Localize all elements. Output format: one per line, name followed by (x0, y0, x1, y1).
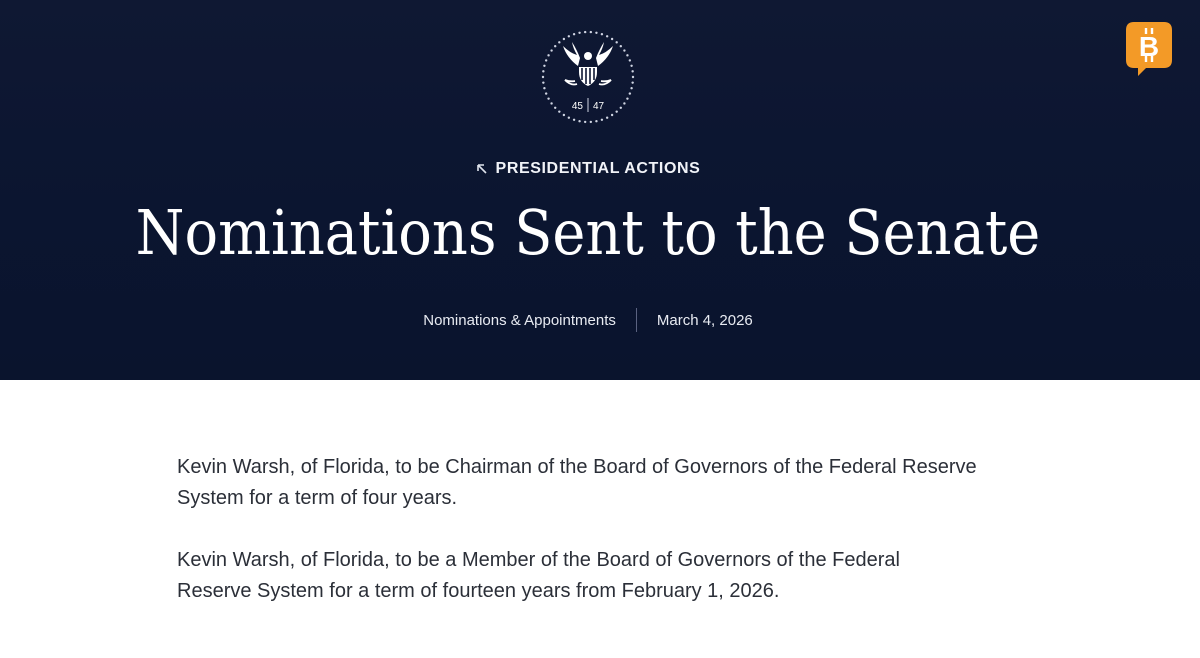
seal-star (542, 70, 544, 72)
seal-star (550, 102, 552, 104)
seal-star (611, 38, 613, 40)
seal-star (631, 70, 633, 72)
article-body (177, 452, 977, 638)
seal-star (601, 33, 603, 35)
seal-star (545, 59, 547, 61)
seal-number-left: 45 (571, 101, 583, 112)
arrow-up-left-icon (476, 163, 488, 175)
seal-star (615, 110, 617, 112)
seal-star (584, 121, 586, 123)
seal-star (630, 65, 632, 67)
seal-star (545, 92, 547, 94)
seal-star (558, 110, 560, 112)
seal-star (590, 121, 592, 123)
article-meta (0, 308, 1176, 332)
seal-star (543, 87, 545, 89)
meta-category-link[interactable]: Nominations & Appointments (423, 311, 616, 329)
paragraph: Kevin Warsh, of Florida, to be Chairman of the Board of Governors of the Federal Reserve System for a term of four years. (177, 456, 977, 509)
seal-star (631, 81, 633, 83)
seal-star (584, 31, 586, 33)
presidential-seal-icon[interactable] (539, 28, 637, 126)
seal-star (632, 76, 634, 78)
seal-star (615, 41, 617, 43)
seal-star (573, 33, 575, 35)
seal-star (590, 31, 592, 33)
seal-star (563, 38, 565, 40)
paragraph: Kevin Warsh, of Florida, to be a Member of the Board of Governors of the Federal Reserve System for a term of fourteen years from February 1, 2026. (177, 549, 900, 602)
seal-star (550, 49, 552, 51)
seal-star (568, 117, 570, 119)
seal-star (611, 114, 613, 116)
seal-star (626, 97, 628, 99)
seal-star (554, 107, 556, 109)
seal-star (606, 35, 608, 37)
seal-star (543, 65, 545, 67)
page-title: Nominations Sent to the Senate (135, 196, 1041, 269)
category-label: PRESIDENTIAL ACTIONS (495, 160, 701, 177)
seal-star (554, 45, 556, 47)
seal-star (542, 76, 544, 78)
bitcoin-badge-icon[interactable] (1124, 20, 1174, 78)
category-link[interactable] (0, 160, 1176, 178)
seal-star (629, 92, 631, 94)
seal-star (623, 102, 625, 104)
seal-star (630, 87, 632, 89)
publish-date: March 4, 2026 (656, 311, 753, 329)
seal-star (558, 41, 560, 43)
seal-star (606, 117, 608, 119)
seal-number-right: 47 (593, 101, 605, 112)
seal-star (573, 119, 575, 121)
seal-star (578, 120, 580, 122)
seal-star (578, 32, 580, 34)
seal-star (626, 54, 628, 56)
seal-star (629, 59, 631, 61)
seal-star (547, 97, 549, 99)
seal-star (620, 107, 622, 109)
seal-star (542, 81, 544, 83)
seal-star (601, 119, 603, 121)
seal-star (563, 114, 565, 116)
bitcoin-glyph: B (1138, 31, 1160, 62)
seal-star (623, 49, 625, 51)
seal-star (595, 120, 597, 122)
seal-star (620, 45, 622, 47)
seal-star (568, 35, 570, 37)
seal-star (547, 54, 549, 56)
seal-star (595, 32, 597, 34)
